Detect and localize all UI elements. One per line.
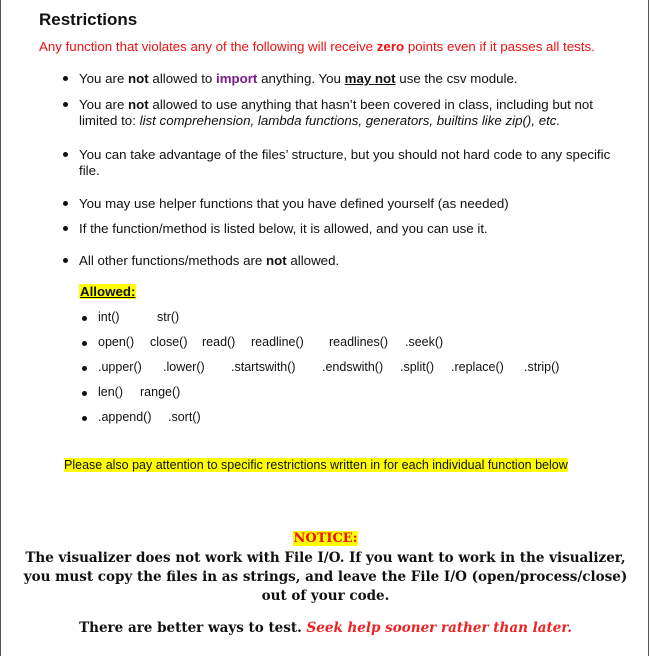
allowed-fn: .strip() (524, 360, 560, 374)
attention-note: Please also pay attention to specific restrictions written in for each individual function below (64, 458, 568, 472)
allowed-fn: .upper() (98, 360, 142, 374)
allowed-fn: .split() (400, 360, 435, 374)
rule-helper-functions: You may use helper functions that you have defined yourself (as needed) (79, 196, 509, 211)
allowed-fn: str() (157, 310, 180, 324)
notice-footer: There are better ways to test. Seek help sooner rather than later. (79, 620, 572, 636)
allowed-fn: readline() (251, 335, 304, 349)
rule-others-not-allowed: All other functions/methods are not allowed. (79, 253, 340, 268)
intro-warning: Any function that violates any of the following will receive zero points even if it passes all tests. (39, 39, 595, 54)
allowed-fn: int() (98, 310, 120, 324)
rule-no-import: You are not allowed to import anything. You may not use the csv module. (79, 71, 518, 86)
allowed-fn: .seek() (405, 335, 444, 349)
bullet-dot (82, 366, 87, 371)
bullet-dot (63, 201, 68, 206)
rule-file-structure: You can take advantage of the files’ structure, but you should not hard code to any specific file. (79, 147, 611, 178)
section-heading: Restrictions (39, 10, 138, 29)
allowed-fn: read() (202, 335, 236, 349)
bullet-dot (63, 226, 68, 231)
notice-body: The visualizer does not work with File I/O. If you want to work in the visualizer, you must copy the files in as strings, and leave the File I/O (open/process/close) out of your code. (23, 550, 628, 604)
notice-title: NOTICE: (293, 531, 358, 546)
allowed-fn: len() (98, 385, 124, 399)
allowed-fn: .lower() (163, 360, 205, 374)
allowed-fn: readlines() (329, 335, 389, 349)
allowed-label: Allowed: (80, 284, 136, 299)
bullet-dot (63, 258, 68, 263)
allowed-fn: .replace() (451, 360, 504, 374)
bullet-dot (63, 102, 68, 107)
allowed-fn: range() (140, 385, 181, 399)
allowed-fn: .sort() (168, 410, 201, 424)
rule-class-covered: You are not allowed to use anything that hasn’t been covered in class, including but not limited to: list comprehension, lambda functions, generators, builtins like zip(), etc. (79, 97, 593, 128)
bullet-dot (63, 76, 68, 81)
allowed-fn: .endswith() (322, 360, 384, 374)
bullet-dot (82, 416, 87, 421)
bullet-dot (82, 316, 87, 321)
allowed-fn: close() (150, 335, 188, 349)
bullet-dot (82, 341, 87, 346)
bullet-dot (63, 152, 68, 157)
allowed-fn: open() (98, 335, 135, 349)
allowed-fn: .append() (98, 410, 152, 424)
rule-listed-allowed: If the function/method is listed below, it is allowed, and you can use it. (79, 221, 488, 236)
allowed-fn: .startswith() (231, 360, 296, 374)
bullet-dot (82, 391, 87, 396)
